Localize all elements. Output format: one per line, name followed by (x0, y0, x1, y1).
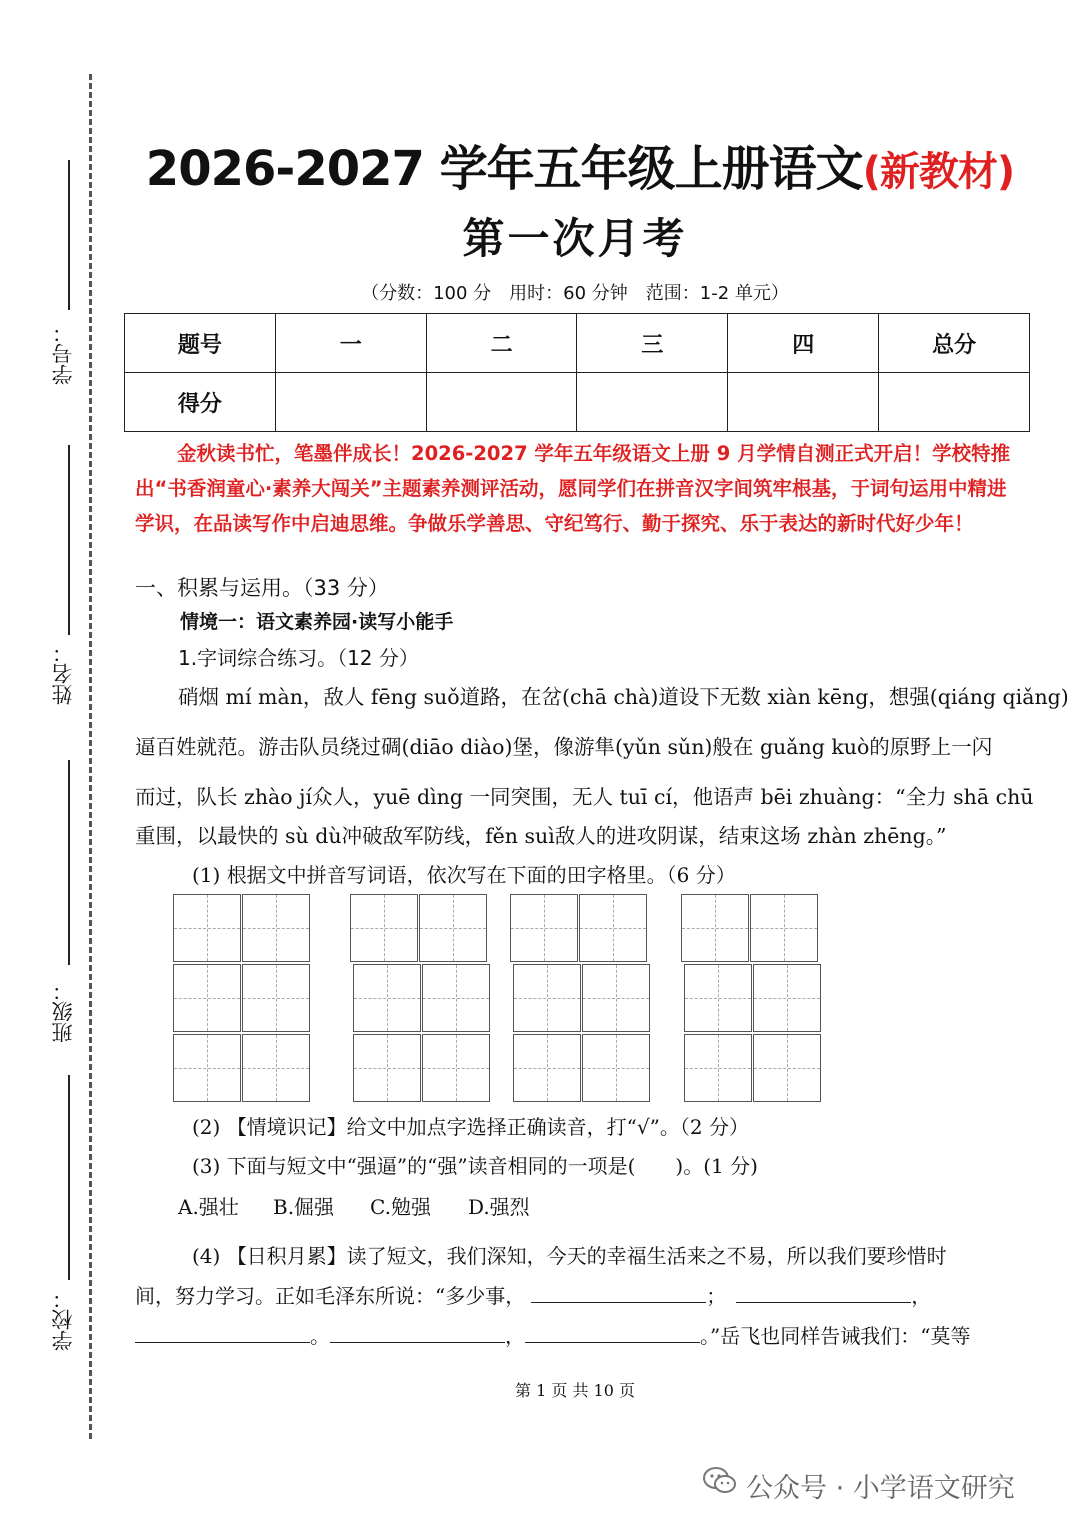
class-line (68, 760, 70, 965)
tianzige-cell[interactable] (350, 894, 418, 962)
score-header-cell: 一 (275, 314, 426, 373)
score-header-cell: 四 (728, 314, 879, 373)
tianzige-cell[interactable] (173, 894, 241, 962)
tianzige-cell[interactable] (242, 964, 310, 1032)
option-d[interactable]: D.强烈 (468, 1195, 530, 1219)
tianzige-cell[interactable] (173, 964, 241, 1032)
score-cell[interactable] (577, 373, 728, 432)
section-heading: 一、积累与运用。（33 分） (135, 576, 389, 600)
school-label: 学校： (51, 1288, 75, 1351)
tianzige-cell[interactable] (750, 894, 818, 962)
answer-blank[interactable] (736, 1280, 911, 1303)
score-table-header-row (125, 314, 1030, 373)
score-table-row (125, 373, 1030, 432)
sub4-punct: ； (706, 1284, 727, 1308)
tianzige-cell[interactable] (353, 964, 421, 1032)
passage-line: 硝烟 mí màn，敌人 fēng suǒ道路，在岔(chā chà)道设下无数 xiàn kēng，想强(qiáng qiǎng) (178, 685, 1069, 709)
tianzige-cell[interactable] (681, 894, 749, 962)
sub4-punct: 。 (310, 1324, 330, 1348)
name-label: 姓名： (51, 642, 75, 705)
tianzige-cell[interactable] (582, 964, 650, 1032)
score-cell[interactable] (275, 373, 426, 432)
score-header-cell: 总分 (879, 314, 1030, 373)
option-c[interactable]: C.勉强 (370, 1195, 431, 1219)
wechat-icon (702, 1466, 738, 1496)
score-cell[interactable] (426, 373, 577, 432)
tianzige-cell[interactable] (753, 1034, 821, 1102)
score-row-label: 得分 (125, 373, 276, 432)
sub-question-4-line3 (135, 1320, 970, 1349)
answer-blank[interactable] (531, 1280, 706, 1303)
tianzige-cell[interactable] (353, 1034, 421, 1102)
answer-blank[interactable] (525, 1320, 700, 1343)
tianzige-cell[interactable] (422, 964, 490, 1032)
sub4-text: 间，努力学习。正如毛泽东所说：“多少事， (135, 1284, 526, 1308)
passage-line: 重围，以最快的 sù dù冲破敌军防线，fěn suì敌人的进攻阴谋，结束这场 zhàn zhēng。” (135, 824, 947, 848)
exam-meta: （分数：100 分 用时：60 分钟 范围：1-2 单元） (361, 283, 789, 304)
answer-blank[interactable] (135, 1320, 310, 1343)
class-label: 班级： (51, 980, 75, 1043)
tianzige-cell[interactable] (242, 894, 310, 962)
tianzige-cell[interactable] (419, 894, 487, 962)
tianzige-cell[interactable] (513, 1034, 581, 1102)
watermark-text: 公众号 · 小学语文研究 (746, 1473, 1015, 1504)
sub-question-4: (4) 【日积月累】读了短文，我们深知，今天的幸福生活来之不易，所以我们要珍惜时 (192, 1244, 947, 1268)
question-1-title: 1.字词综合练习。（12 分） (178, 646, 419, 670)
tianzige-cell[interactable] (242, 1034, 310, 1102)
title-tag: (新教材) (862, 149, 1015, 195)
sub-question-3: (3) 下面与短文中“强逼”的“强”读音相同的一项是( )。(1 分) (192, 1154, 758, 1178)
score-header-cell: 二 (426, 314, 577, 373)
option-a[interactable]: A.强壮 (178, 1195, 239, 1219)
page-number: 第 1 页 共 10 页 (515, 1381, 635, 1400)
sub-question-1: (1) 根据文中拼音写词语，依次写在下面的田字格里。（6 分） (192, 863, 736, 887)
school-line (68, 1075, 70, 1280)
sub4-punct: ， (911, 1284, 932, 1308)
score-table (124, 313, 1030, 432)
option-b[interactable]: B.倔强 (273, 1195, 335, 1219)
tianzige-cell[interactable] (422, 1034, 490, 1102)
tianzige-cell[interactable] (753, 964, 821, 1032)
tianzige-cell[interactable] (579, 894, 647, 962)
page-subtitle: 第一次月考 (462, 214, 688, 263)
sub4-text: 。”岳飞也同样告诫我们：“莫等 (700, 1324, 971, 1348)
page-title (0, 130, 1080, 199)
score-cell[interactable] (728, 373, 879, 432)
sub-question-2: (2) 【情境识记】给文中加点字选择正确读音，打“√”。（2 分） (192, 1115, 749, 1139)
answer-blank[interactable] (330, 1320, 505, 1343)
tianzige-cell[interactable] (684, 964, 752, 1032)
sub-question-4-line2 (135, 1280, 931, 1309)
tianzige-cell[interactable] (582, 1034, 650, 1102)
tianzige-cell[interactable] (173, 1034, 241, 1102)
score-cell[interactable] (879, 373, 1030, 432)
student-no-label: 学号： (51, 322, 75, 385)
title-main: 2026-2027 学年五年级上册语文 (145, 141, 863, 197)
passage-line: 而过，队长 zhào jí众人，yuē dìng 一同突围，无人 tuī cí，他语声 bēi zhuàng：“全力 shā chū (135, 785, 1034, 809)
score-header-cell: 三 (577, 314, 728, 373)
sub4-punct: ， (505, 1324, 525, 1348)
name-line (68, 445, 70, 635)
score-header-cell: 题号 (125, 314, 276, 373)
passage-line: 逼百姓就范。游击队员绕过碉(diāo diào)堡，像游隼(yǔn sǔn)般在 guǎng kuò的原野上一闪 (135, 735, 993, 759)
tianzige-cell[interactable] (684, 1034, 752, 1102)
tianzige-cell[interactable] (513, 964, 581, 1032)
tianzige-cell[interactable] (510, 894, 578, 962)
intro-paragraph: 金秋读书忙，笔墨伴成长！2026-2027 学年五年级语文上册 9 月学情自测正式开启！学校特推出“书香润童心·素养大闯关”主题素养测评活动，愿同学们在拼音汉字间筑牢根基，于词句运用中精进学识，在品读写作中启迪思维。争做乐学善思、守纪笃行、勤于探究、乐于表达的新时代好少年！ (135, 442, 1011, 535)
context-heading: 情境一：语文素养园·读写小能手 (180, 611, 454, 633)
